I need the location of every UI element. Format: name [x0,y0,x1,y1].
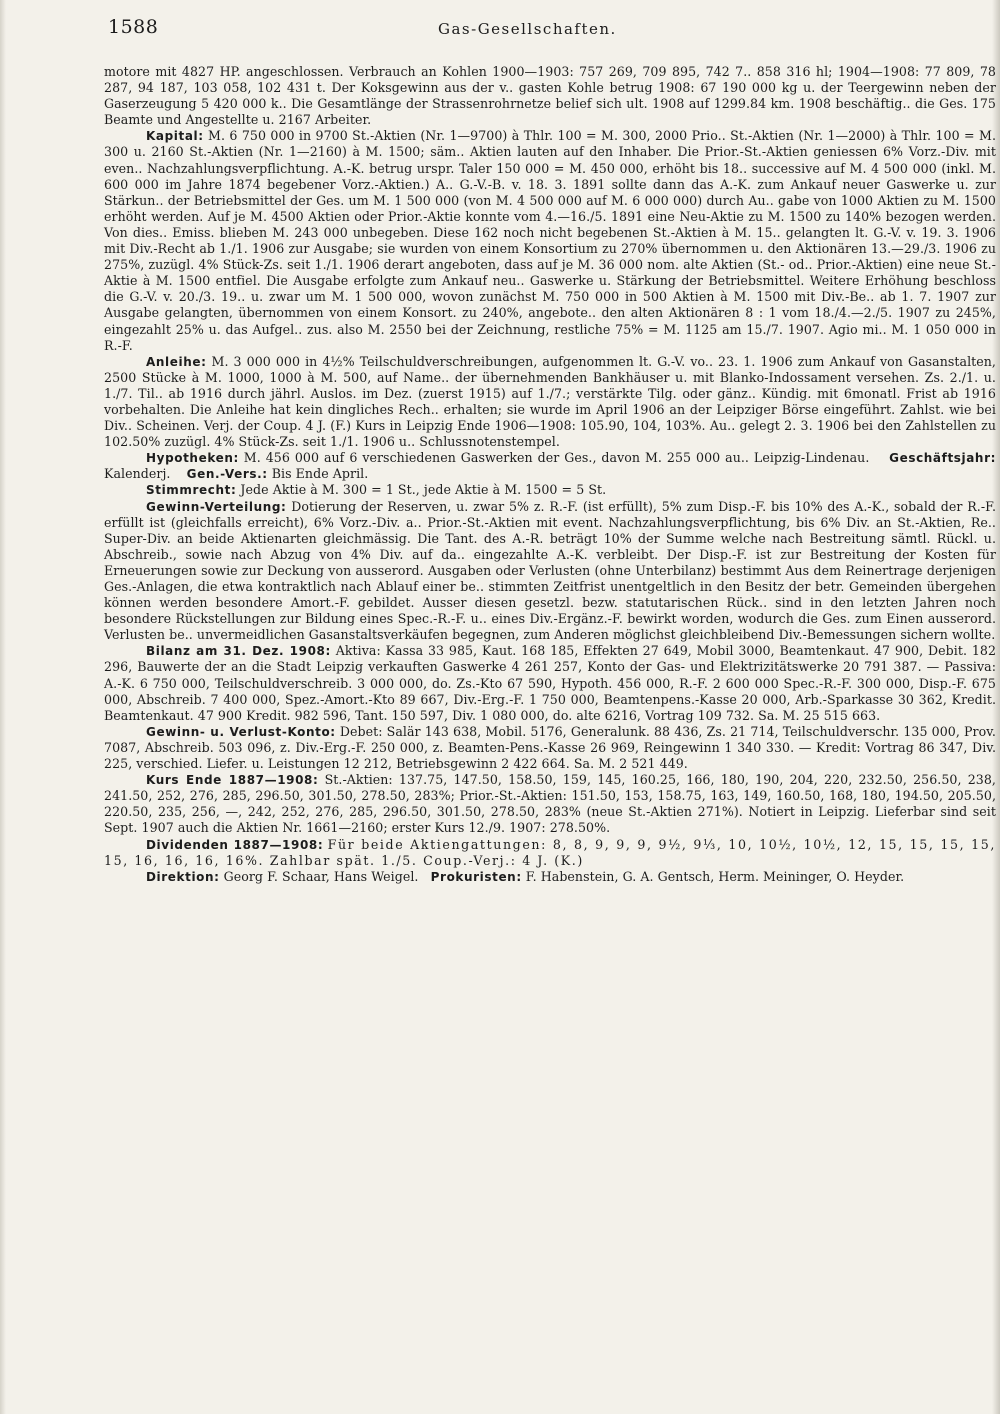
paragraph-text: Georg F. Schaar, Hans Weigel. [223,868,419,884]
paragraph-direktion [104,869,996,885]
paragraph-text: Kalenderj. [104,466,171,482]
section-label: Stimmrecht: [146,483,237,498]
paragraph-text: Aktiva: Kassa 33 985, Kaut. 168 185, Effekten 27 649, Mobil 3000, Beamtenkaut. 47 900, Debit. 182 296, Bauwerte der an die Stadt Leipzig verkauften Gaswerke 4 261 257, Konto der Gas- und Elektrizitätswerke 20 791 387. — Passiva: A.-K. 6 750 000, Teilschuldverschreib. 3 000 000, do. Zs.-Kto 67 590, Hypoth. 456 000, R.-F. 2 600 000 Spec.-R.-F. 300 000, Disp.-F. 675 000, Abschreib. 7 400 000, Spez.-Amort.-Kto 89 667, Div.-Erg.-F. 1 750 000, Beamtenpens.-Kasse 20 000, Arb.-Sparkasse 30 362, Kredit. Beamtenkaut. 47 900 Kredit. 982 596, Tant. 150 597, Div. 1 080 000, do. alte 6216, Vortrag 109 732. Sa. M. 25 515 663. [104,643,997,723]
paragraph-text: M. 6 750 000 in 9700 St.-Aktien (Nr. 1—9700) à Thlr. 100 = M. 300, 2000 Prio.. St.-Aktien (Nr. 1—2000) à Thlr. 100 = M. 300 u. 2160 St.-Aktien (Nr. 1—2160) à M. 1500; säm.. Aktien lauten auf den Inhaber. Die Prior.-St.-Aktien geniessen 6% Vorz.-Div. mit even.. Nachzahlungsverpflichtung. A.-K. betrug urspr. Taler 150 000 = M. 450 000, erhöht bis 18.. successive auf M. 4 500 000 (inkl. M. 600 000 im Jahre 1874 begebener Vorz.-Aktien.) A.. G.-V.-B. v. 18. 3. 1891 sollte dann das A.-K. zum Ankauf neuer Gaswerke u. zur Stärkun.. der Betriebsmittel der Ges. um M. 1 500 000 (von M. 4 500 000 auf M. 6 000 000) durch Au.. gabe von 1000 Aktien zu M. 1500 erhöht werden. Auf je M. 4500 Aktien oder Prior.-Aktie konnte vom 4.—16./5. 1891 eine Neu-Aktie zu M. 1500 zu 140% bezogen werden. Von dies.. Emiss. blieben M. 243 000 unbegeben. Diese 162 noch nicht begebenen St.-Aktien à M. 15.. gelangten lt. G.-V. v. 19. 3. 1906 mit Div.-Recht ab 1./1. 1906 zur Ausgabe; sie wurden von einem Konsortium zu 270% übernommen u. den Aktionären 13.—29./3. 1906 zu 275%, zuzügl. 4% Stück-Zs. seit 1./1. 1906 derart angeboten, dass auf je M. 36 000 nom. alte Aktien (St.- od.. Prior.-Aktien) eine neue St.-Aktie à M. 1500 entfiel. Die Ausgabe erfolgte zum Ankauf neu.. Gaswerke u. Stärkung der Betriebsmittel. Weitere Erhöhung beschloss die G.-V. v. 20./3. 19.. u. zwar um M. 1 500 000, wovon zunächst M. 750 000 in 500 Aktien à M. 1500 mit Div.-Be.. ab 1. 7. 1907 zur Ausgabe gelangten, übernommen von einem Konsort. zu 240%, angebote.. den alten Aktionären 8 : 1 vom 18./4.—2./5. 1907 zu 245%, eingezahlt 25% u. das Aufgel.. zus. also M. 2550 bei der Zeichnung, restliche 75% = M. 1125 am 15./7. 1907. Agio mi.. M. 1 050 000 in R.-F. [104,128,996,353]
paragraph-kapital [104,128,996,353]
paragraph-intro [104,64,996,128]
paragraph-anleihe [104,354,996,451]
paragraph-text: Bis Ende April. [271,466,369,482]
section-label: Kurs Ende 1887—1908: [146,773,319,788]
paragraph-gewinn-verlust [104,724,996,772]
paragraph-text: M. 456 000 auf 6 verschiedenen Gaswerken der Ges., davon M. 255 000 au.. Leipzig-Lindenau. [243,450,870,466]
paragraph-text: F. Habenstein, G. A. Gentsch, Herm. Meininger, O. Heyder. [525,868,905,884]
document-body [104,64,996,885]
section-label: Gewinn- u. Verlust-Konto: [146,724,336,739]
page-number: 1588 [108,16,159,38]
paragraph-bilanz [104,643,996,723]
paragraph-stimmrecht [104,482,996,498]
paragraph-gewinn-verteilung [104,499,996,644]
paragraph-text: St.-Aktien: 137.75, 147.50, 158.50, 159, 145, 160.25, 166, 180, 190, 204, 220, 232.50, 256.50, 238, 241.50, 252, 276, 285, 296.50, 301.50, 278.50, 283%; Prior.-St.-Aktien: 151.50, 153, 158.75, 163, 149, 160.50, 168, 180, 194.50, 205.50, 220.50, 235, 256, —, 242, 252, 276, 285, 296.50, 301.50, 278.50, 283% (neue St.-Aktien 271%). Notiert in Leipzig. Lieferbar sind seit Sept. 1907 auch die Aktien Nr. 1661—2160; erster Kurs 12./9. 1907: 278.50%. [104,772,996,836]
section-label: Direktion: [146,869,220,884]
section-label: Prokuristen: [430,869,522,884]
paragraph-text: M. 3 000 000 in 4½% Teilschuldverschreibungen, aufgenommen lt. G.-V. vo.. 23. 1. 1906 zum Ankauf von Gasanstalten, 2500 Stücke à M. 1000, 1000 à M. 500, auf Name.. der übernehmenden Bankhäuser u. mit Blanko-Indossament versehen. Zs. 2./1. u. 1./7. Til.. ab 1916 durch jährl. Auslos. im Dez. (zuerst 1915) auf 1./7.; verstärkte Tilg. oder gänz.. Kündig. mit 6monatl. Frist ab 1916 vorbehalten. Die Anleihe hat kein dingliches Rech.. erhalten; sie wurde im April 1906 an der Leipziger Börse eingeführt. Zahlst. wie bei Div.. Scheinen. Verj. der Coup. 4 J. (F.) Kurs in Leipzig Ende 1906—1908: 105.90, 104, 103%. Au.. gelegt 2. 3. 1906 bei den Zahlstellen zu 102.50% zuzügl. 4% Stück-Zs. seit 1./1. 1906 u.. Schlussnotenstempel. [104,353,996,450]
section-label: Geschäftsjahr: [889,451,996,466]
paragraph-text: motore mit 4827 HP. angeschlossen. Verbrauch an Kohlen 1900—1903: 757 269, 709 895, 742 7.. 858 316 hl; 1904—1908: 77 809, 78 287, 94 187, 103 058, 102 431 t. Der Koksgewinn aus der v.. gasten Kohle betrug 1908: 67 190 000 kg u. der Teergewinn neben der Gaserzeugung 5 420 000 k.. Die Gesamtlänge der Strassenrohrnetze belief sich ult. 1908 auf 1299.84 km. 1908 beschäftig.. die Ges. 175 Beamte und Angestellte u. 2167 Arbeiter. [104,64,996,128]
running-head: Gas-Gesellschaften. [438,20,617,38]
paragraph-hypotheken [104,450,996,482]
section-label: Anleihe: [146,354,207,369]
paragraph-text: Debet: Salär 143 638, Mobil. 5176, Generalunk. 88 436, Zs. 21 714, Teilschuldverschr. 135 000, Prov. 7087, Abschreib. 503 096, z. Div.-Erg.-F. 250 000, z. Beamten-Pens.-Kasse 26 969, Reingewinn 1 340 330. — Kredit: Vortrag 86 347, Div. 225, verschied. Liefer. u. Leistungen 12 212, Betriebsgewinn 2 422 664. Sa. M. 2 521 449. [104,723,996,772]
section-label: Gen.-Vers.: [186,467,268,482]
page-header [108,16,980,46]
section-label: Gewinn-Verteilung: [146,499,287,514]
paragraph-kurs [104,772,996,836]
paragraph-text: Jede Aktie à M. 300 = 1 St., jede Aktie à M. 1500 = 5 St. [240,482,607,498]
section-label: Dividenden 1887—1908: [146,837,324,852]
section-label: Bilanz am 31. Dez. 1908: [146,644,331,659]
paragraph-text: Dotierung der Reserven, u. zwar 5% z. R.-F. (ist erfüllt), 5% zum Disp.-F. bis 10% des A.-K., sobald der R.-F. erfüllt ist (gleichfalls erreicht), 6% Vorz.-Div. a.. Prior.-St.-Aktien mit event. Nachzahlungsverpflichtung, bis 6% Div. an St.-Aktien, Re.. Super-Div. an beide Aktienarten gleichmässig. Die Tant. des A.-R. beträgt 10% der Summe welche nach Bestreitung sämtl. Rückl. u. Abschreib., sowie nach Abzug von 4% Div. auf da.. eingezahlte A.-K. verbleibt. Der Disp.-F. ist zur Bestreitung der Kosten für Erneuerungen sowie zur Deckung von ausserord. Ausgaben oder Verlusten (ohne Unterbilanz) bestimmt Aus dem Reinertrage derjenigen Ges.-Anlagen, die etwa kontraktlich nach Ablauf einer be.. stimmten Zeitfrist unentgeltlich in den Besitz der betr. Gemeinden übergehen können werden besondere Amort.-F. gebildet. Ausser diesen gesetzl. bezw. statutarischen Rück.. sind in den letzten Jahren noch besondere Rückstellungen zur Bildung eines Spec.-R.-F. u.. eines Div.-Ergänz.-F. bewirkt worden, wodurch die Ges. zum Einen ausserord. Verlusten be.. unvermeidlichen Gasanstaltsverkäufen begegnen, zum Anderen möglichst gleichbleibend Div.-Bemessungen sichern wollte. [104,498,996,643]
paragraph-text: Für beide Aktiengattungen: 8, 8, 9, 9, 9, 9½, 9⅓, 10, 10½, 10½, 12, 15, 15, 15, 15, 15, 16, 16, 16, 16%. Zahlbar spät. 1./5. Coup.-Verj.: 4 J. (K.) [104,836,996,868]
section-label: Hypotheken: [146,451,239,466]
section-label: Kapital: [146,129,204,144]
page-fold-shadow [0,0,6,1414]
paragraph-dividenden [104,837,996,869]
